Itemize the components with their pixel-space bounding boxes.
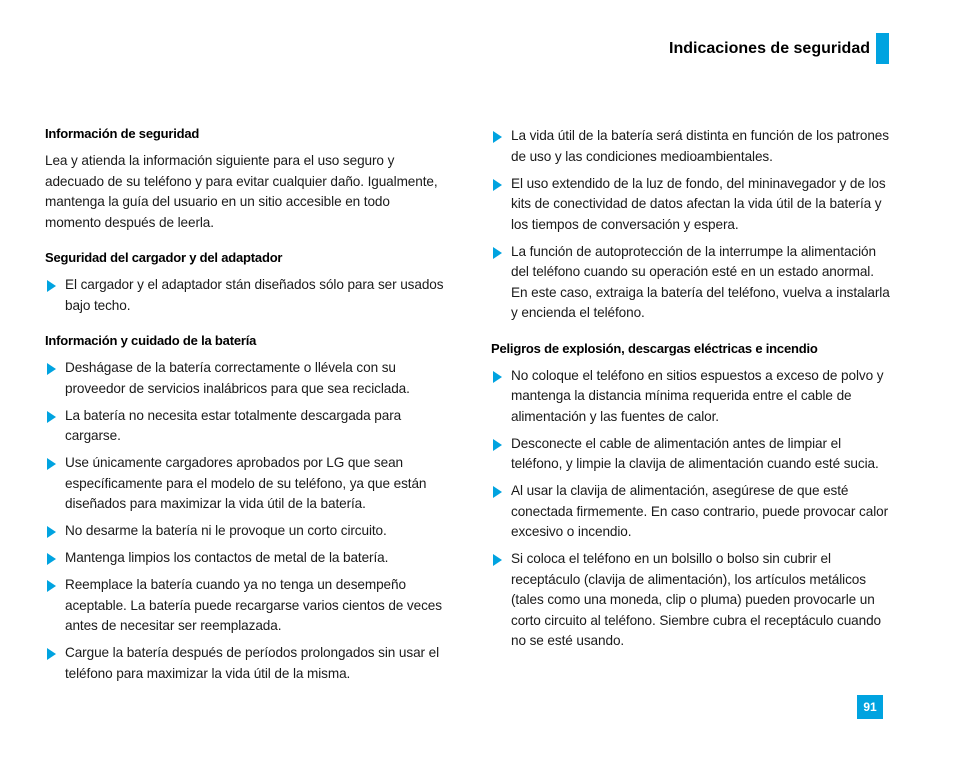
list-item-text: Deshágase de la batería correctamente o llévela con su proveedor de servicios inalábricos para que sea reciclada. — [65, 360, 410, 396]
section-heading-safety-info: Información de seguridad — [45, 126, 200, 141]
list-item — [45, 521, 445, 542]
list-item — [491, 242, 891, 324]
list-item-text: No desarme la batería ni le provoque un corto circuito. — [65, 523, 387, 538]
list-item — [491, 366, 891, 428]
arrow-bullet-icon — [493, 371, 502, 383]
arrow-bullet-icon — [47, 526, 56, 538]
arrow-bullet-icon — [47, 580, 56, 592]
list-item-text: La función de autoprotección de la interrumpe la alimentación del teléfono cuando su operación esté en un estado anormal. En este caso, extraiga la batería del teléfono, vuelva a instalarla y encienda el teléfono. — [511, 243, 890, 320]
list-item — [45, 275, 445, 316]
arrow-bullet-icon — [47, 553, 56, 565]
list-item-text: No coloque el teléfono en sitios espuestos a exceso de polvo y mantenga la distancia mínima requerida entre el cable de alimentación y las fuentes de calor. — [511, 367, 884, 424]
arrow-bullet-icon — [493, 439, 502, 451]
charger-safety-list — [45, 275, 445, 316]
list-item-text: Use únicamente cargadores aprobados por LG que sean específicamente para el modelo de su teléfono, ya que están diseñados para maximizar la vida útil de la batería. — [65, 455, 427, 511]
list-item-text: Reemplace la batería cuando ya no tenga un desempeño aceptable. La batería puede recargarse varios cientos de veces antes de necesitar ser reemplazada. — [65, 577, 442, 633]
left-column — [45, 126, 445, 701]
arrow-bullet-icon — [493, 554, 502, 566]
section-heading-explosion-hazards: Peligros de explosión, descargas eléctricas e incendio — [491, 340, 818, 356]
list-item — [45, 406, 445, 447]
list-item-text: Al usar la clavija de alimentación, asegúrese de que esté conectada firmemente. En caso contrario, puede provocar calor excesivo o incendio. — [511, 483, 888, 539]
list-item — [491, 549, 891, 652]
arrow-bullet-icon — [493, 486, 502, 498]
list-item — [45, 575, 445, 637]
right-column — [491, 126, 891, 669]
list-item — [45, 548, 445, 569]
list-item — [491, 481, 891, 543]
list-item-text: Cargue la batería después de períodos prolongados sin usar el teléfono para maximizar la vida útil de la misma. — [65, 645, 440, 681]
section-heading-battery-care: Información y cuidado de la batería — [45, 333, 257, 348]
arrow-bullet-icon — [493, 131, 502, 143]
arrow-bullet-icon — [47, 458, 56, 470]
arrow-bullet-icon — [493, 247, 502, 259]
list-item — [491, 126, 891, 167]
header-accent-bar — [876, 33, 889, 64]
page-number: 91 — [857, 695, 883, 719]
list-item — [45, 453, 445, 515]
battery-life-list — [491, 126, 891, 324]
list-item-text: Mantenga limpios los contactos de metal de la batería. — [65, 550, 389, 565]
arrow-bullet-icon — [47, 411, 56, 423]
list-item-text: El uso extendido de la luz de fondo, del mininavegador y de los kits de conectividad de datos afectan la vida útil de la batería y los tiempos de conversación y espera. — [511, 175, 886, 232]
list-item — [45, 643, 445, 684]
list-item-text: Desconecte el cable de alimentación antes de limpiar el teléfono, y limpie la clavija de alimentación cuando esté sucia. — [511, 435, 879, 471]
list-item — [45, 358, 445, 399]
battery-care-list — [45, 358, 445, 684]
arrow-bullet-icon — [47, 280, 56, 292]
arrow-bullet-icon — [493, 179, 502, 191]
safety-info-paragraph: Lea y atienda la información siguiente para el uso seguro y adecuado de su teléfono y para evitar cualquier daño. Igualmente, mantenga la guía del usuario en un sitio accesible en todo momento después de leerla. — [45, 153, 438, 230]
section-heading-charger-safety: Seguridad del cargador y del adaptador — [45, 250, 283, 265]
arrow-bullet-icon — [47, 363, 56, 375]
header-title: Indicaciones de seguridad — [669, 40, 870, 57]
list-item — [491, 174, 891, 236]
arrow-bullet-icon — [47, 648, 56, 660]
explosion-hazards-list — [491, 366, 891, 652]
list-item-text: La batería no necesita estar totalmente descargada para cargarse. — [65, 407, 402, 443]
list-item-text: El cargador y el adaptador stán diseñados sólo para ser usados bajo techo. — [65, 277, 444, 313]
list-item-text: Si coloca el teléfono en un bolsillo o bolso sin cubrir el receptáculo (clavija de alimentación), los artículos metálicos (tales como una moneda, clip o pluma) pueden provocarle un corto circuito al teléfono. Siembre cubra el receptáculo cuando no se esté usando. — [511, 551, 882, 648]
list-item-text: La vida útil de la batería será distinta en función de los patrones de uso y las condiciones medioambientales. — [511, 128, 889, 164]
list-item — [491, 434, 891, 475]
